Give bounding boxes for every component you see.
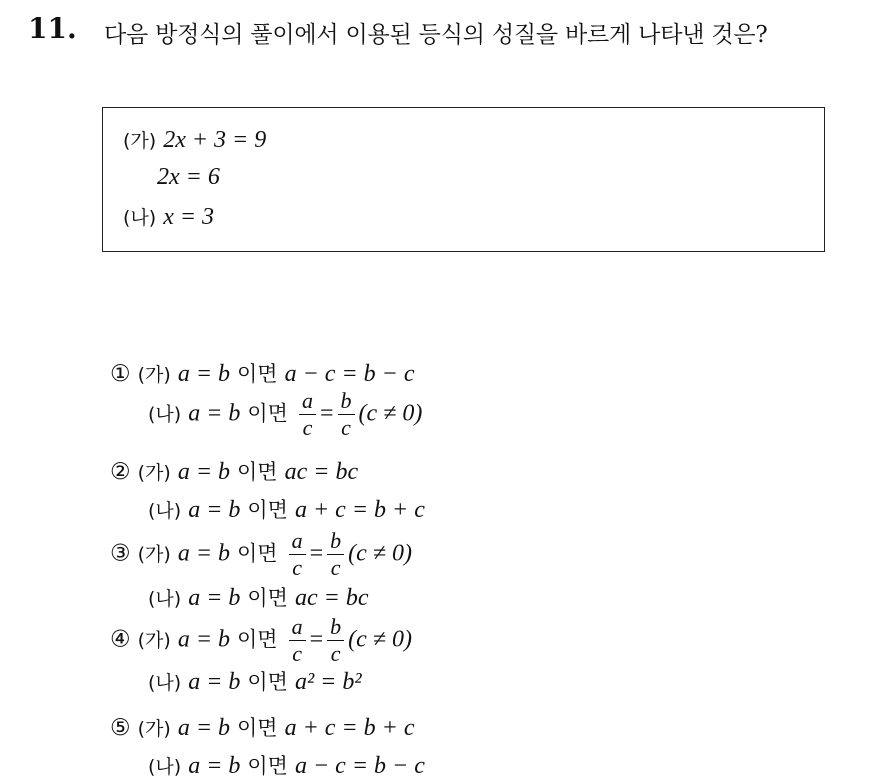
choice-1[interactable] [110, 358, 414, 388]
then-word: 이면 [247, 670, 288, 694]
fraction-b-over-c: $\frac{b}{c}$ [327, 616, 344, 665]
premise: a = b [188, 753, 241, 779]
step-marker-na: (나) [148, 672, 182, 694]
choice-2[interactable] [110, 456, 358, 486]
condition: (c ≠ 0) [348, 626, 412, 653]
choice-marker: ③ [110, 540, 131, 567]
result: a − c = b − c [294, 753, 425, 779]
premise: a = b [177, 715, 231, 741]
choice-3-na [148, 582, 368, 612]
step-marker-ga: (가) [137, 543, 171, 566]
fraction-a-over-c: $\frac{a}{c}$ [289, 616, 306, 665]
choice-1-na [148, 390, 422, 439]
premise: a = b [177, 459, 231, 485]
then-word: 이면 [247, 498, 288, 522]
equals-sign: = [319, 400, 334, 427]
step-marker-ga: (가) [137, 718, 171, 740]
premise: a = b [177, 540, 231, 567]
step-marker-ga: (가) [123, 130, 157, 152]
choice-3[interactable] [110, 530, 412, 579]
then-word: 이면 [237, 460, 278, 484]
choice-marker: ② [110, 459, 131, 485]
result: a + c = b + c [294, 497, 425, 523]
result: a + c = b + c [284, 715, 415, 741]
then-word: 이면 [237, 541, 278, 566]
step-marker-na: (나) [148, 403, 182, 426]
premise: a = b [188, 585, 241, 611]
choice-4[interactable] [110, 616, 412, 665]
premise: a = b [188, 400, 241, 427]
premise: a = b [177, 361, 231, 387]
fraction-a-over-c: $\frac{a}{c}$ [289, 530, 306, 579]
premise: a = b [188, 497, 241, 523]
premise: a = b [188, 669, 241, 695]
equation: 2x = 6 [157, 164, 220, 190]
premise: a = b [177, 626, 231, 653]
then-word: 이면 [237, 716, 278, 740]
box-line-1 [123, 126, 266, 154]
then-word: 이면 [247, 754, 288, 778]
box-line-3 [123, 203, 214, 231]
then-word: 이면 [247, 586, 288, 610]
choice-4-na [148, 666, 362, 696]
then-word: 이면 [247, 401, 288, 426]
question-text: 다음 방정식의 풀이에서 이용된 등식의 성질을 바르게 나타낸 것은? [104, 22, 768, 48]
choice-marker: ① [110, 361, 131, 387]
step-marker-ga: (가) [137, 462, 171, 484]
choice-marker: ④ [110, 626, 131, 653]
result: a − c = b − c [284, 361, 415, 387]
fraction-b-over-c: $\frac{b}{c}$ [327, 530, 344, 579]
equals-sign: = [309, 540, 324, 567]
result: ac = bc [294, 585, 369, 611]
box-line-2 [157, 164, 220, 191]
step-marker-na: (나) [148, 588, 182, 610]
result: ac = bc [284, 459, 359, 485]
choice-2-na [148, 494, 425, 524]
choice-5-na [148, 750, 425, 780]
step-marker-na: (나) [148, 500, 182, 522]
step-marker-na: (나) [123, 207, 157, 229]
solution-box [102, 107, 825, 252]
step-marker-ga: (가) [137, 629, 171, 652]
equals-sign: = [309, 626, 324, 653]
condition: (c ≠ 0) [358, 400, 423, 427]
condition: (c ≠ 0) [348, 540, 412, 567]
fraction-b-over-c: $\frac{b}{c}$ [338, 390, 355, 439]
result: a² = b² [294, 669, 362, 695]
choice-5[interactable] [110, 712, 414, 742]
step-marker-na: (나) [148, 756, 182, 778]
then-word: 이면 [237, 362, 278, 386]
equation: x = 3 [163, 204, 215, 230]
step-marker-ga: (가) [137, 364, 171, 386]
equation: 2x + 3 = 9 [163, 127, 267, 153]
fraction-a-over-c: $\frac{a}{c}$ [299, 390, 316, 439]
question-number: 11. [28, 12, 77, 45]
then-word: 이면 [237, 627, 278, 652]
choice-marker: ⑤ [110, 715, 131, 741]
